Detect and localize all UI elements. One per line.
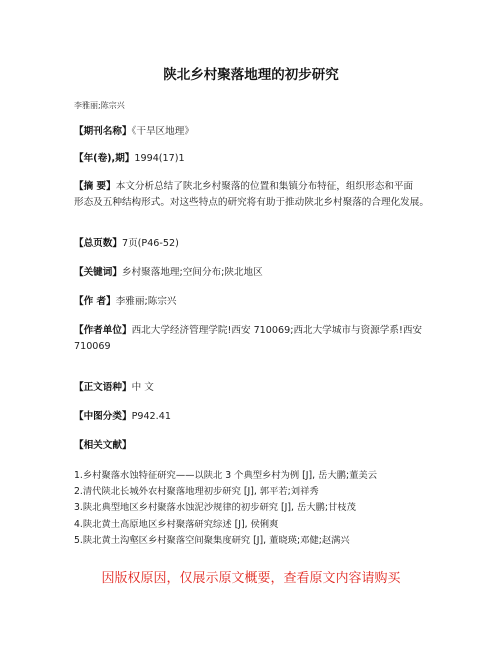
field-affiliation-label: 【作者单位】	[74, 325, 132, 336]
reference-item-3[interactable]: 3.陕北典型地区乡村聚落水蚀泥沙规律的初步研究 [J], 岳大鹏;甘枝茂	[74, 502, 356, 514]
field-pages	[74, 237, 444, 250]
copyright-notice: 因版权原因，仅展示原文概要，查看原文内容请购买	[101, 571, 401, 586]
field-related	[74, 439, 444, 452]
reference-item-1[interactable]: 1.乡村聚落水蚀特征研究——以陕北 3 个典型乡村为例 [J], 岳大鹏;董美云	[74, 470, 378, 481]
field-pages-label: 【总页数】	[74, 238, 122, 249]
reference-item-4[interactable]: 4.陕北黄土高原地区乡村聚落研究综述 [J], 侯俐爽	[74, 518, 279, 530]
reference-list	[74, 468, 377, 549]
field-author-label: 【作 者】	[74, 296, 116, 307]
field-affiliation-line2: 710069	[74, 341, 111, 352]
field-language-value: 中 文	[131, 382, 154, 393]
field-abstract-line2: 形态及五种结构形式。对这些特点的研究将有助于推动陕北乡村聚落的合理化发展。	[74, 197, 429, 208]
field-author	[74, 295, 444, 308]
field-classification-value: P942.41	[131, 411, 171, 422]
field-classification-label: 【中图分类】	[74, 411, 132, 422]
field-journal-label: 【期刊名称】	[74, 126, 132, 137]
field-journal-value: 《干旱区地理》	[131, 126, 194, 137]
field-language	[74, 381, 444, 394]
field-year-label: 【年(卷),期】	[74, 153, 135, 164]
field-journal	[74, 125, 444, 138]
reference-item-2[interactable]: 2.清代陕北长城外农村聚落地理初步研究 [J], 郭平若;刘祥秀	[74, 486, 319, 498]
field-author-value: 李雅丽;陈宗兴	[115, 296, 177, 307]
field-affiliation	[74, 324, 474, 353]
field-abstract	[74, 180, 474, 209]
field-keywords-label: 【关键词】	[74, 267, 122, 278]
field-affiliation-line1: 西北大学经济管理学院!西安 710069;西北大学城市与资源学系!西安	[131, 325, 423, 336]
field-abstract-label: 【摘 要】	[74, 181, 116, 192]
field-related-label: 【相关文献】	[74, 440, 132, 451]
field-keywords-value: 乡村聚落地理;空间分布;陕北地区	[121, 267, 263, 278]
field-abstract-line1: 本文分析总结了陕北乡村聚落的位置和集镇分布特征，组织形态和平面	[115, 181, 414, 192]
field-year	[74, 152, 444, 165]
document-authors: 李雅丽;陈宗兴	[74, 101, 125, 110]
reference-item-5[interactable]: 5.陕北黄土沟壑区乡村聚落空间聚集度研究 [J], 董晓瑛;邓健;赵满兴	[74, 534, 350, 546]
field-language-label: 【正文语种】	[74, 382, 132, 393]
field-pages-value: 7页(P46-52)	[121, 238, 179, 249]
document-title: 陕北乡村聚落地理的初步研究	[163, 67, 339, 83]
field-year-value: 1994(17)1	[134, 153, 185, 164]
field-classification	[74, 410, 444, 423]
field-keywords	[74, 266, 444, 279]
